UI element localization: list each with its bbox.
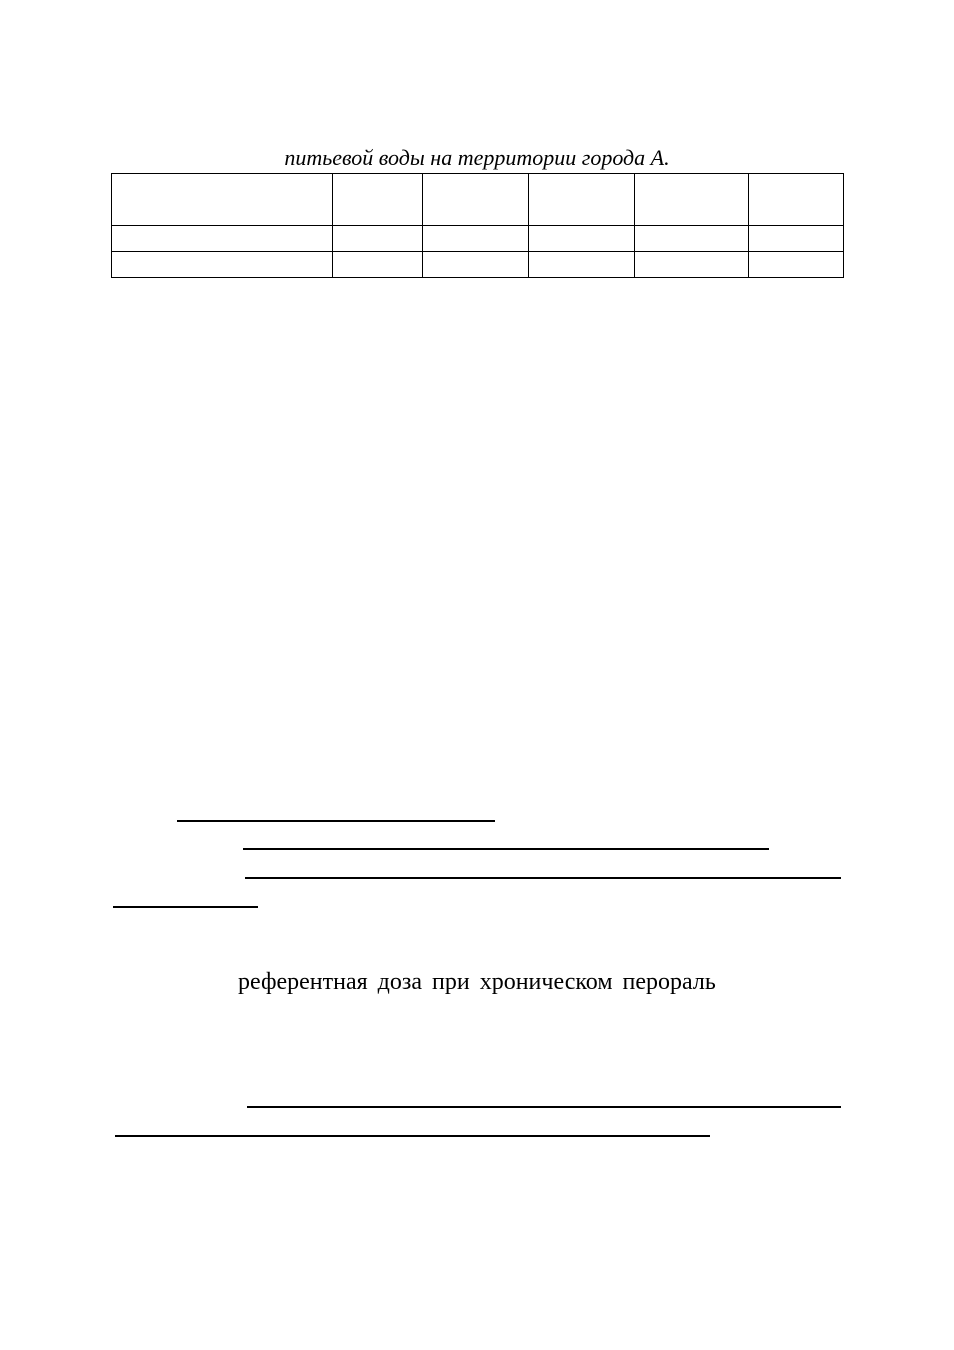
blank-line	[115, 1135, 710, 1137]
table-cell	[749, 226, 844, 252]
body-text: референтная доза при хроническом перораль	[238, 969, 716, 995]
table-cell	[635, 174, 749, 226]
table-cell	[749, 252, 844, 278]
table-cell	[635, 226, 749, 252]
table-cell	[333, 174, 423, 226]
table-row	[112, 226, 844, 252]
data-table	[111, 173, 844, 278]
blank-line	[245, 877, 841, 879]
blank-line	[113, 906, 258, 908]
table-cell	[529, 252, 635, 278]
table-cell	[112, 252, 333, 278]
table-cell	[112, 226, 333, 252]
blank-line	[247, 1106, 841, 1108]
table-cell	[529, 226, 635, 252]
table-cell	[423, 226, 529, 252]
table-header-row	[112, 174, 844, 226]
table-cell	[635, 252, 749, 278]
blank-line	[177, 820, 495, 822]
blank-line	[243, 848, 769, 850]
table-cell	[112, 174, 333, 226]
table-cell	[423, 174, 529, 226]
table-cell	[423, 252, 529, 278]
table-caption: питьевой воды на территории города А.	[284, 145, 670, 170]
table-cell	[529, 174, 635, 226]
table-row	[112, 252, 844, 278]
table-cell	[333, 252, 423, 278]
table-cell	[749, 174, 844, 226]
table-cell	[333, 226, 423, 252]
